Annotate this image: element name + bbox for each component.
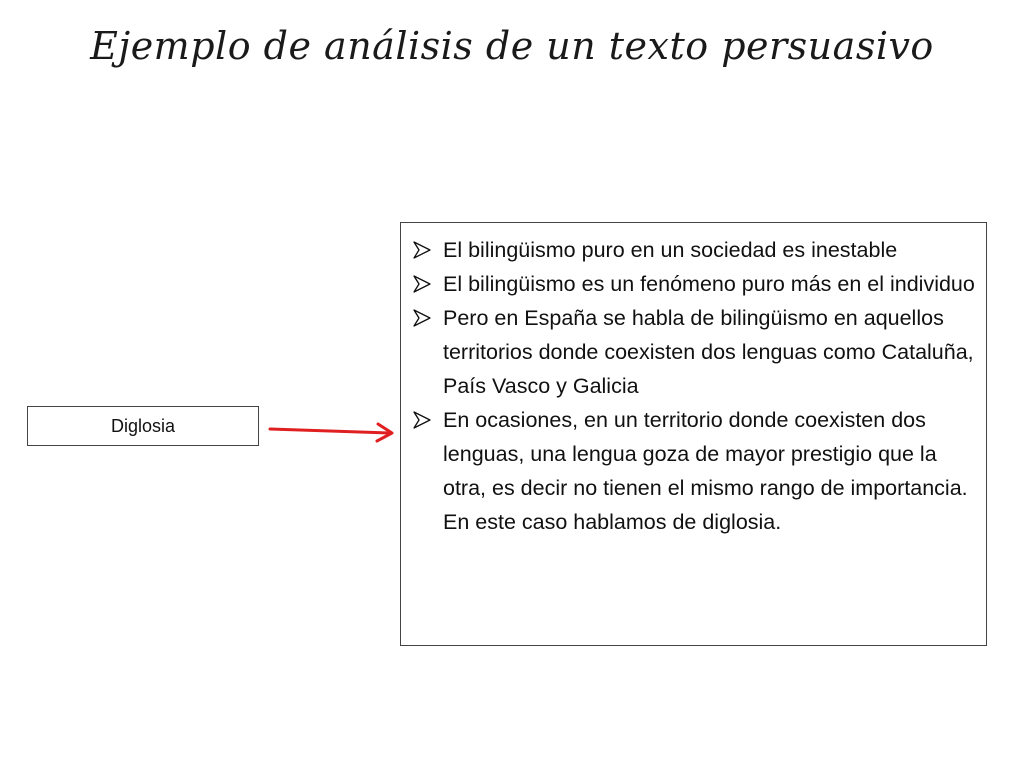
- list-item: [413, 301, 976, 403]
- slide-title: Ejemplo de análisis de un texto persuasivo: [90, 24, 934, 68]
- list-item: [413, 233, 976, 267]
- arrowhead-bullet-icon: [413, 267, 435, 301]
- connector-arrow-icon: [266, 418, 402, 448]
- bullet-text: En ocasiones, en un territorio donde coexisten dos lenguas, una lengua goza de mayor prestigio que la otra, es decir no tienen el mismo rango de importancia. En este caso hablamos de diglosia.: [443, 408, 968, 534]
- bullet-text: El bilingüismo puro en un sociedad es inestable: [443, 238, 898, 262]
- explanation-box: [400, 222, 987, 646]
- bullet-text: El bilingüismo es un fenómeno puro más en el individuo: [443, 272, 975, 296]
- arrowhead-bullet-icon: [413, 233, 435, 267]
- bullet-list: [413, 233, 976, 539]
- concept-box-diglosia: [27, 406, 259, 446]
- list-item: [413, 403, 976, 539]
- bullet-text: Pero en España se habla de bilingüismo en aquellos territorios donde coexisten dos lenguas como Cataluña, País Vasco y Galicia: [443, 306, 974, 398]
- list-item: [413, 267, 976, 301]
- arrowhead-bullet-icon: [413, 301, 435, 335]
- arrowhead-bullet-icon: [413, 403, 435, 437]
- concept-label: Diglosia: [110, 415, 176, 436]
